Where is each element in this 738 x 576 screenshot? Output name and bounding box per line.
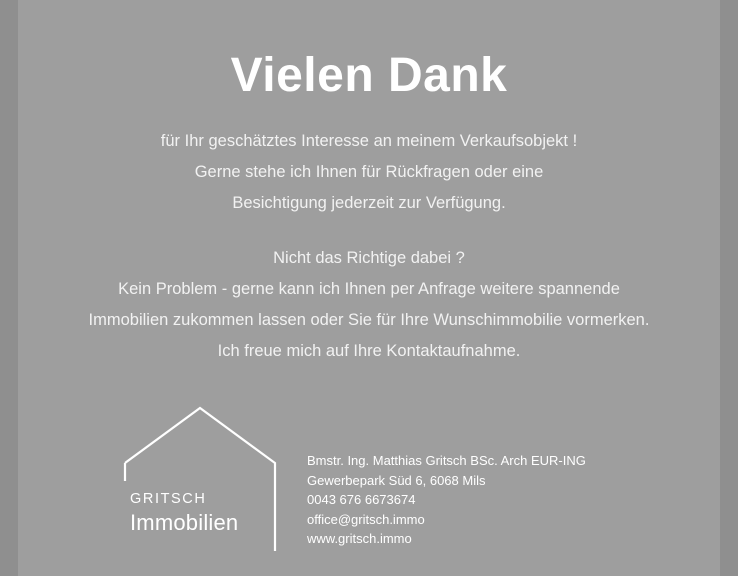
contact-address: Gewerbepark Süd 6, 6068 Mils: [307, 472, 486, 488]
contact-phone[interactable]: 0043 676 6673674: [307, 492, 416, 507]
company-logo: [120, 403, 280, 553]
contact-email[interactable]: office@gritsch.immo: [307, 511, 425, 527]
contact-name: Bmstr. Ing. Matthias Gritsch BSc. Arch EUR-ING: [307, 453, 586, 468]
paragraph-line: Kein Problem - gerne kann ich Ihnen per Anfrage weitere spannende: [118, 280, 620, 298]
paragraph-line: Besichtigung jederzeit zur Verfügung.: [232, 194, 506, 212]
logo-wordmark: [130, 489, 238, 536]
page-title: Vielen Dank: [230, 49, 508, 102]
paragraph-line: Gerne stehe ich Ihnen für Rückfragen oder eine: [194, 163, 544, 181]
paragraph-line: Immobilien zukommen lassen oder Sie für Ihre Wunschimmobilie vormerken.: [88, 311, 650, 329]
footer: [0, 398, 738, 576]
paragraph-line: für Ihr geschätztes Interesse an meinem Verkaufsobjekt !: [160, 132, 578, 150]
offer-paragraph: [0, 243, 738, 367]
paragraph-line: Nicht das Richtige dabei ?: [273, 249, 465, 267]
paragraph-line: Ich freue mich auf Ihre Kontaktaufnahme.: [217, 342, 521, 360]
logo-line-1: GRITSCH: [130, 491, 207, 507]
thank-you-paragraph: [0, 126, 738, 219]
contact-block: [307, 451, 586, 549]
logo-line-2: Immobilien: [130, 510, 239, 535]
contact-website[interactable]: www.gritsch.immo: [307, 531, 412, 546]
